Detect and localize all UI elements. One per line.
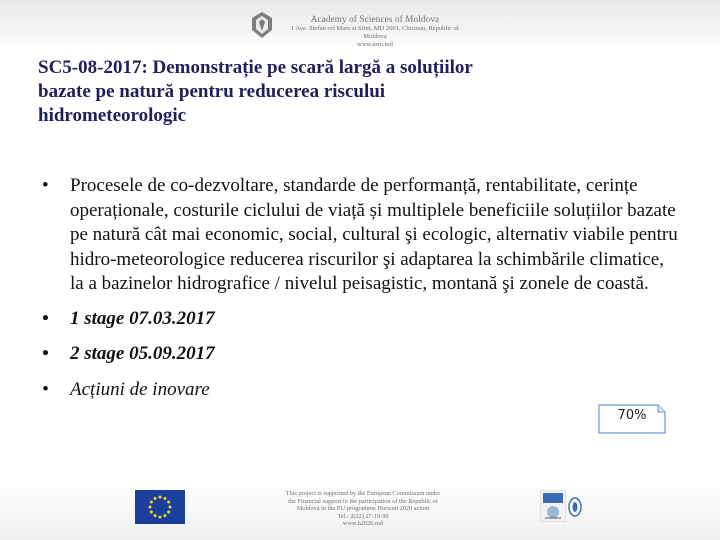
partner-logo-icon [540,490,566,522]
bullet-list [42,174,682,412]
eu-star-icon [154,497,157,500]
eu-star-icon [149,506,152,509]
funding-line: the Financial support to the participation of the Republic of [288,497,438,505]
eu-star-icon [167,511,170,514]
title-line: SC5-08-2017: Demonstrație pe scară largă a soluțiilor [38,57,473,78]
bullet-item [42,174,682,297]
bullet-icon: • [42,307,49,329]
org-url: www.asm.md [357,41,393,48]
academy-logo [250,10,274,40]
bullet-item-innovation [42,378,682,403]
bullet-text: 2 stage 05.09.2017 [70,343,215,364]
slide-title [38,56,638,128]
eu-star-icon [164,497,167,500]
eu-flag-icon [135,490,185,524]
title-line: hidrometeorologic [38,105,187,126]
funding-notice [268,490,458,528]
eu-star-icon [164,514,167,517]
progress-badge-text: 70% [617,408,647,423]
horizon-logo-icon [568,496,582,518]
funding-line: www.h2020.md [342,520,384,528]
bullet-text: Procesele de co-dezvoltare, standarde de performanță, rentabilitate, cerințe operaționale, costurile ciclului de viață și multiplele beneficiile soluțiilor bazate pe natură cât mai economic, social, cultural şi ecologic, alternativ viabile pentru hidro-meteorologice reducerea riscurilor şi adaptarea la schimbările climatice, la a bazinelor hidrografice / nivelul peisagistic, montană şi zonele de coastă. [70,175,678,294]
eu-star-icon [159,516,162,519]
bullet-icon: • [42,378,49,400]
funding-line: Moldova in the EU programme Horizon 2020 action [296,505,430,513]
eu-star-icon [159,496,162,499]
eu-star-icon [169,506,172,509]
funding-line: This project is supported by the European Commission under [285,490,441,497]
title-line: bazate pe natură pentru reducerea riscului [38,81,386,102]
eu-star-icon [167,501,170,504]
eu-star-icon [150,501,153,504]
eu-star-icon [154,514,157,517]
bullet-text: Acțiuni de inovare [70,378,210,400]
eu-star-icon [150,511,153,514]
bullet-icon: • [42,175,49,196]
bullet-icon: • [42,343,49,364]
academy-info [280,14,470,49]
bullet-item-stage-2 [42,342,682,367]
bullet-item-stage-1 [42,307,682,332]
funding-line: Tel.: 2(22) 27-19-99 [337,512,389,520]
bullet-text: 1 stage 07.03.2017 [70,307,215,329]
org-name: Academy of Sciences of Moldova [310,14,440,24]
org-address: 1 Ave. Stefan cel Mare si Sfint, MD 2001, Chisinau, Republic of Moldova [291,25,459,40]
